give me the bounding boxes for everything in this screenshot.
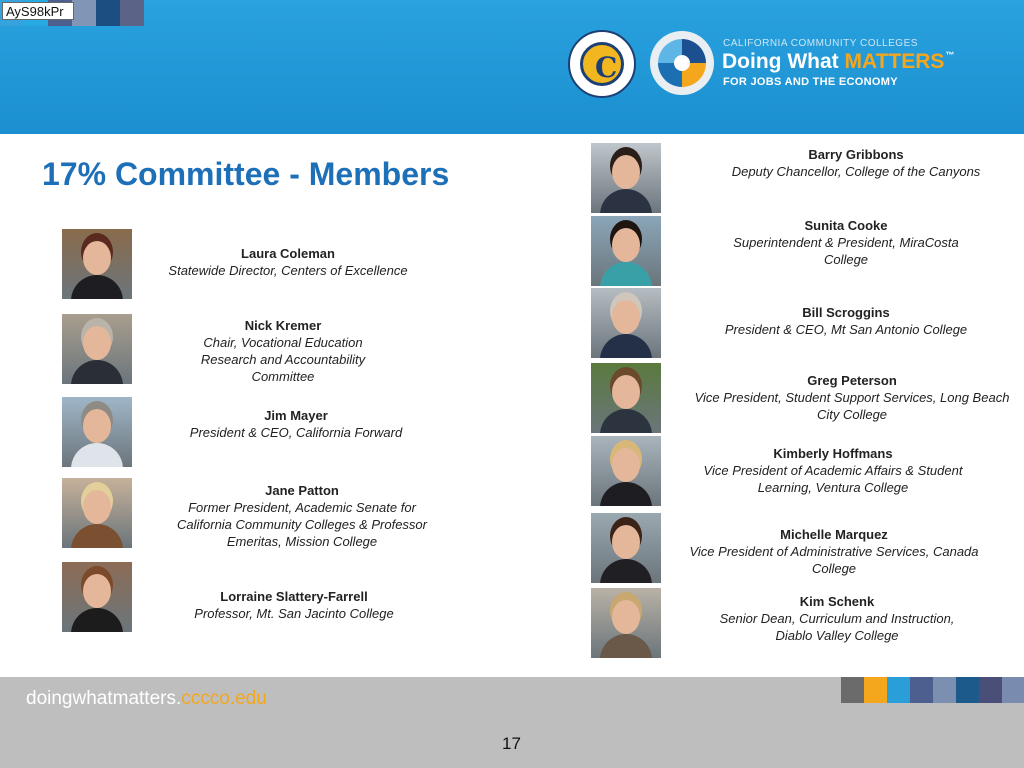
member-role: Statewide Director, Centers of Excellence	[168, 263, 408, 278]
person-torso	[600, 409, 652, 433]
person-torso	[600, 482, 652, 506]
member-card-nick-kremer	[188, 317, 378, 385]
strip-block	[864, 677, 887, 703]
member-role: Superintendent & President, MiraCosta College	[733, 235, 959, 267]
person-face	[612, 448, 640, 482]
member-name: Sunita Cooke	[804, 218, 888, 233]
member-card-sunita-cooke	[716, 217, 976, 268]
member-role: Vice President, Student Support Services, Long Beach City College	[694, 390, 1010, 422]
person-face	[612, 525, 640, 559]
member-name: Michelle Marquez	[780, 527, 888, 542]
person-torso	[71, 360, 123, 384]
strip-block	[72, 0, 96, 26]
member-role: Senior Dean, Curriculum and Instruction, Diablo Valley College	[719, 611, 955, 643]
member-name: Jane Patton	[265, 483, 339, 498]
member-photo	[591, 513, 661, 583]
member-card-jim-mayer	[166, 407, 426, 441]
brand-main: Doing What	[722, 50, 845, 73]
member-role: Chair, Vocational Education Research and Accountability Committee	[200, 335, 366, 384]
strip-block	[887, 677, 910, 703]
member-name: Nick Kremer	[244, 318, 322, 333]
seal-letter: C	[595, 51, 618, 84]
person-face	[612, 375, 640, 409]
strip-block	[841, 677, 864, 703]
member-photo	[62, 478, 132, 548]
person-torso	[71, 608, 123, 632]
member-role: Former President, Academic Senate for California Community Colleges & Professor Emeritas, Mission College	[177, 500, 427, 549]
trademark: ™	[945, 50, 955, 60]
member-photo	[591, 436, 661, 506]
member-card-laura-coleman	[150, 245, 426, 279]
brand-title	[722, 50, 954, 74]
member-card-barry-gribbons	[706, 146, 1006, 180]
member-name: Greg Peterson	[807, 373, 897, 388]
person-face	[83, 574, 111, 608]
person-face	[83, 409, 111, 443]
strip-block	[933, 677, 956, 703]
member-photo	[62, 397, 132, 467]
member-card-michelle-marquez	[674, 526, 994, 577]
person-torso	[600, 334, 652, 358]
person-torso	[600, 559, 652, 583]
member-card-kimberly-hoffmans	[688, 445, 978, 496]
footer-website-url	[26, 688, 267, 710]
logo-ring	[658, 39, 706, 87]
member-card-greg-peterson	[684, 372, 1020, 423]
person-face	[612, 228, 640, 262]
brand-accent: MATTERS	[844, 50, 945, 73]
slide-title: 17% Committee - Members	[42, 156, 450, 192]
brand-subtitle: FOR JOBS AND THE ECONOMY	[723, 76, 898, 88]
person-face	[612, 155, 640, 189]
url-accent: cccco.edu	[181, 688, 267, 709]
member-card-bill-scroggins	[706, 304, 986, 338]
person-torso	[600, 189, 652, 213]
member-name: Jim Mayer	[264, 408, 328, 423]
person-torso	[600, 634, 652, 658]
member-photo	[62, 229, 132, 299]
member-photo	[62, 314, 132, 384]
person-face	[83, 241, 111, 275]
dwm-logo-icon	[650, 31, 714, 95]
person-face	[83, 326, 111, 360]
member-name: Kim Schenk	[799, 594, 875, 609]
org-name: CALIFORNIA COMMUNITY COLLEGES	[723, 38, 918, 49]
person-face	[83, 490, 111, 524]
member-name: Bill Scroggins	[802, 305, 890, 320]
member-name: Barry Gribbons	[808, 147, 904, 162]
person-torso	[71, 443, 123, 467]
member-role: President & CEO, California Forward	[189, 425, 403, 440]
member-role: Professor, Mt. San Jacinto College	[194, 606, 394, 621]
person-torso	[71, 275, 123, 299]
person-face	[612, 300, 640, 334]
member-photo	[591, 288, 661, 358]
person-torso	[600, 262, 652, 286]
member-photo	[591, 143, 661, 213]
college-seal-logo	[568, 30, 636, 98]
member-name: Kimberly Hoffmans	[773, 446, 893, 461]
member-photo	[591, 216, 661, 286]
strip-block	[956, 677, 979, 703]
member-name: Laura Coleman	[241, 246, 335, 261]
strip-block	[120, 0, 144, 26]
slide-tag: AyS98kPr	[2, 2, 74, 20]
seal-center	[580, 42, 624, 86]
member-card-lorraine-slattery-farrell	[174, 588, 414, 622]
member-name: Lorraine Slattery-Farrell	[220, 589, 368, 604]
strip-block	[96, 0, 120, 26]
bottom-color-strip	[841, 677, 1024, 703]
member-role: Deputy Chancellor, College of the Canyons	[731, 164, 981, 179]
member-role: Vice President of Academic Affairs & Student Learning, Ventura College	[703, 463, 963, 495]
strip-block	[979, 677, 1002, 703]
member-photo	[591, 588, 661, 658]
member-role: Vice President of Administrative Services, Canada College	[689, 544, 979, 576]
page-number: 17	[502, 734, 521, 753]
strip-block	[1002, 677, 1024, 703]
member-card-kim-schenk	[704, 593, 970, 644]
logo-hole	[674, 55, 690, 71]
strip-block	[910, 677, 933, 703]
member-role: President & CEO, Mt San Antonio College	[724, 322, 968, 337]
person-face	[612, 600, 640, 634]
member-card-jane-patton	[160, 482, 444, 550]
member-photo	[62, 562, 132, 632]
member-photo	[591, 363, 661, 433]
person-torso	[71, 524, 123, 548]
url-main: doingwhatmatters.	[26, 688, 182, 709]
